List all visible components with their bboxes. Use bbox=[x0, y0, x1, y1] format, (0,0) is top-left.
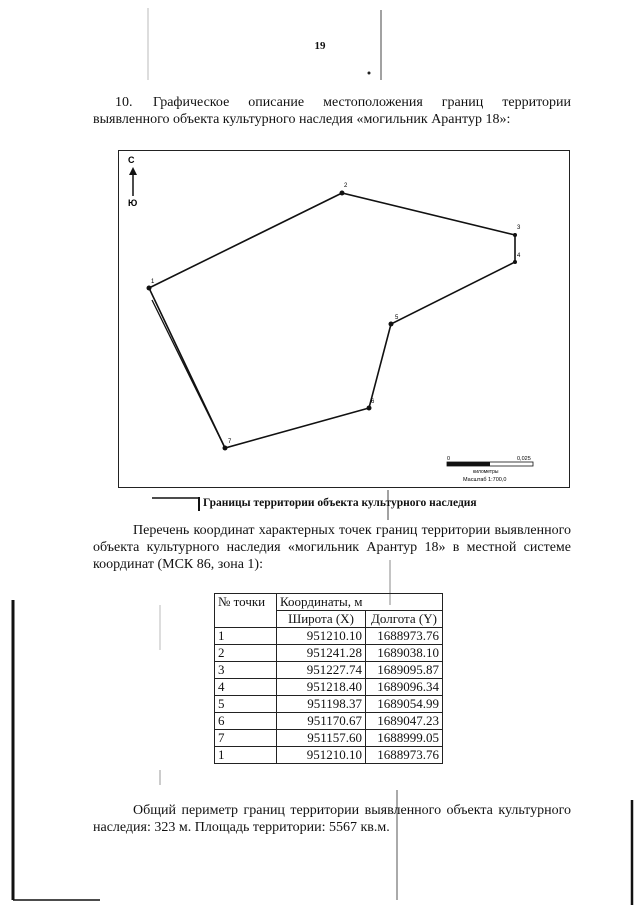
cell-y: 1689047.23 bbox=[366, 713, 443, 730]
cell-y: 1688999.05 bbox=[366, 730, 443, 747]
cell-x: 951227.74 bbox=[277, 662, 366, 679]
table-row bbox=[215, 628, 443, 645]
north-label: С bbox=[128, 155, 135, 165]
section-text: Графическое описание местоположения границ территории выявленного объекта культурного наследия «могильник Арантур 18»: bbox=[93, 95, 571, 127]
summary-paragraph: Общий периметр границ территории выявленного объекта культурного наследия: 323 м. Площадь территории: 5567 кв.м. bbox=[93, 803, 571, 835]
boundary-map bbox=[118, 150, 570, 488]
scale-unit-label: километры bbox=[473, 469, 499, 475]
table-row bbox=[215, 696, 443, 713]
vertex-6 bbox=[367, 399, 376, 411]
coordinates-intro: Перечень координат характерных точек границ территории выявленного объекта культурного наследия «могильник Арантур 18» в местной системе координат (МСК 86, зона 1): bbox=[93, 523, 571, 572]
page-number: 19 bbox=[314, 40, 326, 52]
boundary-map-drawing bbox=[119, 151, 571, 489]
cell-point: 3 bbox=[215, 662, 277, 679]
header-coords: Координаты, м bbox=[277, 594, 443, 611]
table-header-row bbox=[215, 594, 443, 611]
vertex-label: 2 bbox=[344, 183, 348, 189]
cell-point: 1 bbox=[215, 628, 277, 645]
cell-x: 951198.37 bbox=[277, 696, 366, 713]
territory-boundary bbox=[149, 193, 515, 448]
vertex-3 bbox=[513, 225, 521, 237]
north-arrow-icon bbox=[128, 155, 137, 208]
cell-x: 951218.40 bbox=[277, 679, 366, 696]
scale-zero-label: 0 bbox=[447, 456, 451, 462]
section-number: 10. bbox=[115, 95, 133, 110]
table-row bbox=[215, 679, 443, 696]
table-row bbox=[215, 730, 443, 747]
table-row bbox=[215, 713, 443, 730]
header-x: Широта (X) bbox=[277, 611, 366, 628]
boundary-line-symbol-icon bbox=[152, 497, 200, 511]
legend-text: Границы территории объекта культурного наследия bbox=[203, 497, 477, 509]
cell-x: 951157.60 bbox=[277, 730, 366, 747]
scale-max-label: 0,025 bbox=[517, 456, 531, 462]
cell-x: 951210.10 bbox=[277, 747, 366, 764]
table-row bbox=[215, 747, 443, 764]
vertex-label: 6 bbox=[371, 399, 375, 405]
cell-y: 1688973.76 bbox=[366, 747, 443, 764]
coordinates-table bbox=[214, 593, 443, 764]
section-heading-paragraph bbox=[93, 94, 571, 128]
cell-y: 1689038.10 bbox=[366, 645, 443, 662]
map-legend bbox=[152, 495, 552, 513]
vertex-label: 7 bbox=[228, 439, 232, 445]
cell-y: 1689095.87 bbox=[366, 662, 443, 679]
table-row bbox=[215, 662, 443, 679]
vertex-label: 1 bbox=[151, 279, 155, 285]
table-row bbox=[215, 645, 443, 662]
cell-y: 1689096.34 bbox=[366, 679, 443, 696]
cell-point: 2 bbox=[215, 645, 277, 662]
scale-bar bbox=[447, 456, 533, 483]
cell-point: 4 bbox=[215, 679, 277, 696]
vertex-label: 4 bbox=[517, 253, 521, 259]
cell-point: 1 bbox=[215, 747, 277, 764]
scale-ratio-label: Масштаб 1:700,0 bbox=[463, 477, 507, 483]
header-y: Долгота (Y) bbox=[366, 611, 443, 628]
cell-x: 951170.67 bbox=[277, 713, 366, 730]
cell-y: 1689054.99 bbox=[366, 696, 443, 713]
south-label: Ю bbox=[128, 198, 138, 208]
cell-x: 951210.10 bbox=[277, 628, 366, 645]
vertex-1 bbox=[147, 279, 156, 291]
vertex-5 bbox=[389, 315, 400, 327]
header-point: № точки bbox=[215, 594, 277, 628]
cell-y: 1688973.76 bbox=[366, 628, 443, 645]
vertex-label: 3 bbox=[517, 225, 521, 231]
cell-x: 951241.28 bbox=[277, 645, 366, 662]
vertex-label: 5 bbox=[395, 315, 399, 321]
cell-point: 7 bbox=[215, 730, 277, 747]
cell-point: 5 bbox=[215, 696, 277, 713]
cell-point: 6 bbox=[215, 713, 277, 730]
